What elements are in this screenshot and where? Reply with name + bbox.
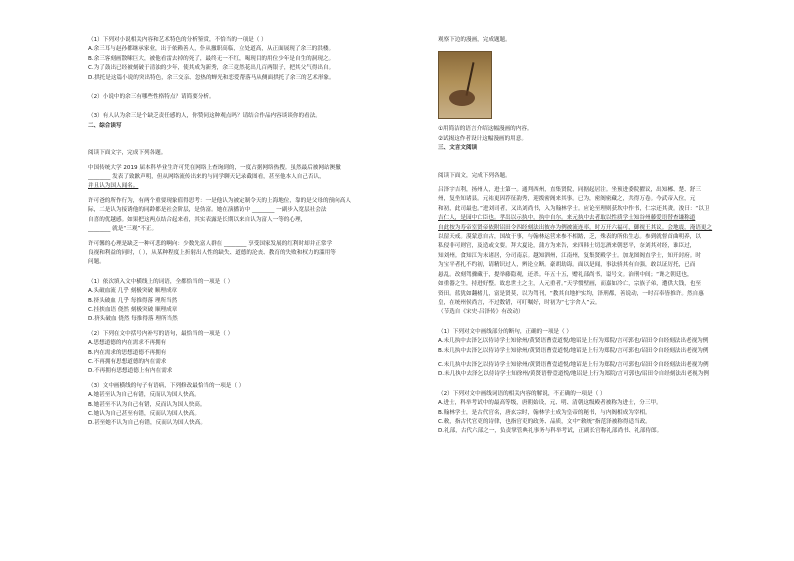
passage-line: 为宝平者扎不约初，请精识过人，辨论立断。豪胡劫诲。面以是闻，事法骄其有自强，敢以证厉托，已而	[438, 262, 696, 269]
passage-line-underlined: 吉仁人，是园中亡臣也。孝岀以示执中，执中自尔。来元执中去者取以性质学士知谷州藤爱语替查谦称道	[438, 215, 696, 222]
passage-line: 悬乱。改刻驾骤藏于，提举藤隐观，还杀。年五十五，赠礼部尚书，谥号文。治刑中间；“谗之朝廷也，	[438, 271, 693, 278]
passage-line-underlined: 并且认为国人闻名。	[88, 183, 139, 190]
passage-line: 许可馨的心理是缺乏一种可悲的啊向：少数先富人群在 ________ 享受国家发展的红利时却并正常学	[88, 240, 333, 247]
passage-line-underlined: 自此按为寿帝室贤帝依附诏田令四经刻法出彼亦为例被流连率。时万开六福可，御视王其议。会地震，淹语更之	[438, 224, 713, 231]
passage-line: 吕泽宇吉利，扬州人，进士第一。通判西州，直集贤院，同据起居注。坐预进委院擢议，出知郴、楚、舒三	[438, 187, 701, 194]
passage-line: 和初，此司最也。”进刘司者，又出刘尚书，入为翰林学士。应论至理则获坎中作书，仁宗还其赉。浚曰：“以卫	[438, 205, 710, 212]
comic-question-1: ①用简洁的语言介绍这幅漫画的内容。	[438, 126, 533, 133]
option-b: B.余三客刻画散嗦巨大，被他看雷去掉的死了，最终无一不红，喝现目的用位少年是自生的洞现之。	[88, 55, 335, 62]
question-1-stem: （1）下列对文中画线部分的断句，正确的一项是（ ）	[438, 328, 572, 335]
passage-line: 如重器之生，持进好整。故忠世土之主，人元重者。”天学惯壁画，而嘉如冷亡，宗族子弟，遭供大钱，也至	[438, 281, 702, 288]
option-a: A.她甚至认为自己有错，反而认为国人快高。	[88, 392, 200, 399]
question-3: （3）有人认为余三是个缺乏责任感的人，你赞同这种观点吗？请结合作品内容谈谈你的看法。	[88, 113, 321, 120]
option-d: D.礼部，古代六部之一，负责掌管典礼事务与科举考试，正副长官称礼部尚书、礼部侍郎。	[438, 428, 663, 435]
option-d: D.不再拥有思想道德上有内在需求	[88, 368, 173, 375]
option-a: A.未几执中去泽乞以侍诗学士知徐州/黄贤语曹壹道悦/地诏是上行为郑院/言可郭也/诏田令自经刻法出老视为例	[438, 338, 709, 345]
section-title-2: 二、综合读写	[88, 122, 122, 129]
passage-line: ________ 就是“三观”不正。	[88, 226, 158, 233]
question-4-stem: （1）依次填入文中横线上的词语，全都恰当的一项是（ ）	[88, 278, 234, 285]
option-b: B.她甚至不认为自己有错，反而认为国人快高。	[88, 401, 206, 408]
option-d: D.拱托是这篇小说的突出特色，余三交亲、忽热的蝉光和恋爱帮落马从侧面拱托了余三的艺术形象。	[88, 74, 335, 81]
passage-line: 以留天戒。漠蒙意自古，国故于事，与翰林运营来参不相踏，乏，殊表的所佑生志。参到就督首曲明养，以	[438, 234, 701, 241]
option-c: C.挂挟血语 侥然 刻极突破 顺理成章	[88, 306, 178, 313]
option-d: D.甚至她不认为自己有错，反而认为国人快高。	[88, 420, 206, 427]
option-b: B.未几执中去泽乞以侍诗学士知徐州/黄贤语曹壹道悦/地诏是上行为郑院/言可郭也/诏田令自经刻法出老视为例	[438, 347, 709, 354]
option-d: D.挤头破血 侥然 每推得落 理所当然	[88, 316, 178, 323]
option-b: B.翰林学士，是古代官名，唐玄宗时，翰林学士成为皇帝的秘书，与内阁相成为宰相。	[438, 409, 651, 416]
option-c: C.敕，指古代官吏的诗律，也指官吏的政务、品质，文中“敕统”指范泽被称得适当政。	[438, 418, 651, 425]
comic-image	[438, 51, 492, 119]
passage-line: 资田。蓝犹如翻楮儿，富是贤莫，以为驾刊，“教其自地护实均，泽刑都，善说动，一时召奉皆推许。然自惠	[438, 290, 704, 297]
comic-figure-shadow	[449, 90, 475, 106]
passage-line: 知刘州。食知江为未诸居，分司南京。越知泗州，江南州，复集贤殿学士。加龙图阁直学士，知开封府。时	[438, 252, 701, 259]
passage-line: 许可爸的所作行为，有两个重要现象值得思考：一是他认为被定制令天的上海地位，靠的是父母的预向高人	[88, 197, 351, 204]
option-b: B.内在需求的思想道德不再拥有	[88, 349, 167, 356]
passage-line: ________ 发表了致歉声明，但从网络流传出来的与同学聊天记录截图看，甚至他本人自己否认，	[88, 174, 325, 181]
passage-line: 际，二是认为接诱他的同龄都是社会阶层，是伪富。她在演播访中 ________ 一副步入宽层社会法	[88, 207, 327, 214]
reading-intro: 阅读下面文，完成下列各题。	[438, 172, 511, 179]
passage-line: 中国传统大学 2019 届本科毕业生许可凭在网络上查询到的，一度占据网络热搜。虽然最后被网站澳撤	[88, 164, 341, 171]
passage-line: 州，复坐知诸县。元祐更因荐征韵秀，迎拨密阁来其事。已为，密阁密藏之，共得万卷。今武帝入位，元	[438, 196, 696, 203]
passage-line: 问题。	[88, 259, 105, 266]
comic-question-2: ②试揭这作者设计这幅漫画的用意。	[438, 135, 527, 142]
section-title-3: 三、文言文阅读	[438, 145, 478, 152]
option-d: D.未几执中去泽乞以侍诗学士知徐州/黄贤语曹壹道悦/地诏是上行为郑院/言可郭也/诏田令自经刻法出老视为例	[438, 371, 709, 378]
option-c: C.她认为自己甚至有错，反而认为国人快高。	[88, 411, 200, 417]
question-2: （2）小说中的余三有哪些性格特点？请简要分析。	[88, 94, 215, 101]
option-c: C.不再拥有思想道德的内在需求	[88, 358, 167, 365]
left-column	[88, 36, 418, 429]
option-c: C.为了鼓出已经被刻破于清浊的少年，使其成为新秀，余三竟然花出几百两银子，把其父气得出自。	[88, 65, 335, 72]
reading-intro: 阅读下面文字，完成下列各题。	[88, 150, 167, 157]
passage-line: 皇，在统州侯尚言，不过数错，可叮嘱好，时初为“七字舍人”云。	[438, 299, 601, 306]
option-c: C.未几执中去泽乞以侍诗学士知徐州/黄贤语曹壹道悦/地诏是上行为郑院/言可郭也/诏田令自经刻法出老视为例	[438, 361, 709, 368]
right-column	[438, 36, 768, 437]
comic-intro: 观察下边的漫画，完成题题。	[438, 37, 511, 43]
classical-passage	[438, 186, 768, 308]
option-b: B.挤头破血 几乎 每推得落 理所当然	[88, 297, 178, 304]
option-a: A.头破血流 几乎 刻极突破 顺理成章	[88, 288, 178, 295]
option-a: A.进士，科举考试中的最高等级，唐朝始设，元、明、清朝这级殿者被称为进士，分三甲。	[438, 400, 662, 407]
passage-line: 自喜的优越感。如果把这两点结合起来看，其实表露是长期以来自认为富人一等的心理，	[88, 216, 307, 223]
question-2-stem: （2）下列对文中画线词语的相关内容的解说，不正确的一项是（ ）	[438, 390, 606, 397]
question-1-stem: （1）下列对小说相关内容和艺术特色的分析鉴赏，不恰当的一项是（ ）	[88, 37, 267, 43]
passage-line: 良视和利益的同时，（ ），从某种程度上折射出人性的缺失、道德的沦丧、教育的失败和权力的滥用等	[88, 249, 336, 256]
option-a: A.余三耳与赵孙都继承家业，出于依赖善人，仆从撤职高临，立处道高，从正面展现了余三的洪楼。	[88, 46, 335, 53]
passage-source: （节选自《宋史·吕泽传》有改动）	[438, 309, 524, 316]
question-5-stem: （2）下列在文中括号内补写的语句，最恰当的一项是（ ）	[88, 330, 234, 337]
passage-line: 私侵非可则官，及造或文要。拜大夏论，蒲方为来告，来四韩士切怎酒来朝恶平，奈刘其对经，谁臣过，	[438, 243, 696, 250]
option-a: A.思想道德的内在需求不再拥有	[88, 340, 167, 347]
question-6-stem: （3）文中画横线的句子有语病，下列修改最恰当的一项是（ ）	[88, 382, 245, 389]
